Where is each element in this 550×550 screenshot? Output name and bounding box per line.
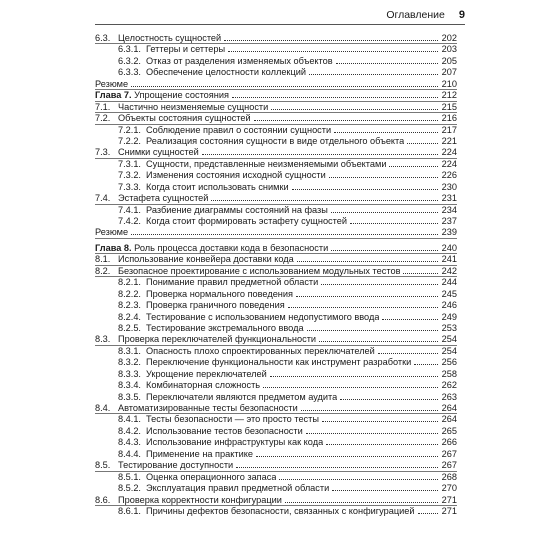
table-of-contents <box>95 33 457 517</box>
toc-entry-number: 8.3.3. <box>118 368 141 379</box>
toc-entry-title-text: Реализация состояния сущности в виде отдельного объекта <box>146 135 405 146</box>
dot-leader <box>378 353 438 354</box>
toc-entry[interactable] <box>95 102 457 113</box>
dot-leader <box>319 341 438 342</box>
toc-entry-number: 6.3. <box>95 33 111 43</box>
toc-entry-title-text: Резюме <box>95 227 129 238</box>
toc-entry[interactable] <box>95 472 457 483</box>
toc-entry[interactable] <box>95 426 457 437</box>
toc-entry[interactable] <box>95 182 457 193</box>
toc-entry[interactable] <box>95 79 457 90</box>
toc-entry-title-text: Когда стоит использовать снимки <box>146 181 289 192</box>
toc-entry-page: 254 <box>441 334 457 345</box>
toc-entry-page: 245 <box>441 288 457 299</box>
toc-entry-title-text: Объекты состояния сущностей <box>118 113 251 124</box>
toc-entry-number: 8.3. <box>95 334 111 345</box>
toc-entry[interactable] <box>95 403 457 414</box>
toc-entry-title-text: Проверка граничного поведения <box>146 300 285 311</box>
toc-entry-number: 8.4.3. <box>118 437 141 448</box>
toc-entry-title <box>118 33 221 44</box>
toc-entry-number: 8.3.2. <box>118 357 141 368</box>
toc-entry[interactable] <box>95 216 457 227</box>
dot-leader <box>296 296 438 297</box>
toc-entry-number: 7.2.1. <box>118 124 141 135</box>
toc-entry[interactable] <box>95 392 457 403</box>
toc-entry-number: 8.3.1. <box>118 345 141 356</box>
toc-entry[interactable] <box>95 205 457 216</box>
dot-leader <box>332 490 438 491</box>
toc-entry-title <box>146 170 326 181</box>
toc-entry-title <box>146 346 375 357</box>
toc-entry-page: 221 <box>441 135 457 146</box>
toc-entry[interactable] <box>95 227 457 238</box>
toc-entry-title-text: Частично неизменяемые сущности <box>118 101 269 112</box>
dot-leader <box>403 273 438 274</box>
toc-entry-page: 242 <box>441 265 457 276</box>
toc-entry-title-text: Резюме <box>95 78 129 89</box>
dot-leader <box>263 387 438 388</box>
dot-leader <box>418 513 439 514</box>
toc-entry-title <box>146 380 260 391</box>
toc-entry-title <box>146 414 319 425</box>
dot-leader <box>382 319 438 320</box>
toc-entry-page: 215 <box>441 101 457 112</box>
toc-entry-number: 7.4. <box>95 193 111 204</box>
toc-entry[interactable] <box>95 323 457 334</box>
toc-entry-number: 8.3.5. <box>118 391 141 402</box>
toc-entry-title <box>146 44 225 55</box>
toc-entry-title-text: Целостность сущностей <box>118 33 222 43</box>
toc-entry-title-text: Разбиение диаграммы состояний на фазы <box>146 204 328 215</box>
toc-entry-page: 271 <box>441 494 457 505</box>
toc-entry-title-text: Эксплуатация правил предметной области <box>146 483 330 494</box>
dot-leader <box>389 166 438 167</box>
toc-entry-page: 240 <box>441 242 457 253</box>
toc-entry[interactable] <box>95 243 457 254</box>
toc-entry-title-text: Соблюдение правил о состоянии сущности <box>146 124 332 135</box>
toc-entry-title <box>146 277 318 288</box>
toc-entry-title <box>146 506 415 517</box>
toc-entry[interactable] <box>95 460 457 471</box>
toc-entry-title-text: Комбинаторная сложность <box>146 380 261 391</box>
toc-entry-title <box>118 113 251 124</box>
toc-entry-page: 202 <box>441 33 457 43</box>
dot-leader <box>414 364 438 365</box>
toc-entry[interactable] <box>95 380 457 391</box>
toc-entry-title <box>118 460 233 471</box>
toc-entry-title-text: Тестирование экстремального ввода <box>146 322 304 333</box>
toc-entry[interactable] <box>95 136 457 147</box>
toc-entry-title <box>146 323 304 334</box>
toc-entry-number: 8.1. <box>95 254 111 265</box>
toc-entry-page: 256 <box>441 357 457 368</box>
toc-entry-page: 230 <box>441 181 457 192</box>
toc-entry-title-text: Использование конвейера доставки кода <box>118 254 294 265</box>
dot-leader <box>224 40 438 41</box>
toc-entry-number: 8.4.1. <box>118 414 141 425</box>
toc-entry-title <box>118 147 199 158</box>
toc-entry-page: 268 <box>441 471 457 482</box>
toc-entry-title-text: Обеспечение целостности коллекций <box>146 67 306 78</box>
dot-leader <box>322 421 438 422</box>
toc-entry-title-text: Снимки сущностей <box>118 147 199 158</box>
toc-entry-title <box>118 495 282 506</box>
toc-entry[interactable] <box>95 170 457 181</box>
toc-entry[interactable] <box>95 44 457 55</box>
dot-leader <box>309 74 438 75</box>
toc-entry-number: 7.4.1. <box>118 204 141 215</box>
toc-entry[interactable] <box>95 56 457 67</box>
toc-entry-number: 7.2. <box>95 113 111 124</box>
toc-entry-title <box>146 136 404 147</box>
toc-entry-number: 8.2. <box>95 265 111 276</box>
toc-entry-title <box>146 472 276 483</box>
toc-entry-number: 8.4. <box>95 403 111 413</box>
toc-entry-number: 7.3.1. <box>118 158 141 169</box>
toc-entry-title-text: Безопасное проектирование с использованием модульных тестов <box>118 265 401 276</box>
toc-entry-title <box>146 426 303 437</box>
toc-entry-title-text: Упрощение состояния <box>134 90 229 101</box>
toc-entry-number: 8.5.2. <box>118 483 141 494</box>
toc-entry-title <box>95 90 229 101</box>
toc-entry-page: 239 <box>441 227 457 238</box>
page-number: 9 <box>458 9 465 21</box>
toc-entry[interactable] <box>95 495 457 506</box>
toc-entry-number: 8.2.4. <box>118 311 141 322</box>
toc-entry[interactable] <box>95 369 457 380</box>
toc-entry-number: 7.1. <box>95 101 111 112</box>
dot-leader <box>306 433 438 434</box>
dot-leader <box>331 212 438 213</box>
toc-entry-title <box>118 102 268 113</box>
header-title: Оглавление <box>386 9 445 21</box>
dot-leader <box>340 399 438 400</box>
dot-leader <box>288 307 438 308</box>
toc-entry-title <box>146 56 333 67</box>
toc-entry-number: 8.2.3. <box>118 300 141 311</box>
toc-entry-title <box>146 369 267 380</box>
toc-entry-number: 7.4.2. <box>118 216 141 226</box>
toc-entry-title <box>146 216 347 227</box>
toc-entry[interactable] <box>95 506 457 517</box>
toc-entry[interactable] <box>95 357 457 368</box>
toc-entry-number: 8.5. <box>95 460 111 471</box>
dot-leader <box>307 330 438 331</box>
chapter-label: Глава 8. <box>95 242 132 253</box>
dot-leader <box>285 502 438 503</box>
dot-leader <box>271 109 438 110</box>
toc-entry[interactable] <box>95 437 457 448</box>
toc-entry-title-text: Опасность плохо спроектированных переключателей <box>146 345 375 356</box>
toc-entry[interactable] <box>95 159 457 170</box>
toc-entry[interactable] <box>95 312 457 323</box>
running-header <box>95 6 465 25</box>
toc-entry-title <box>146 312 379 323</box>
toc-entry-title <box>95 243 328 254</box>
toc-entry-title-text: Роль процесса доставки кода в безопасности <box>134 242 329 253</box>
dot-leader <box>228 51 438 52</box>
toc-entry-number: 7.3.2. <box>118 170 141 181</box>
toc-entry-page: 262 <box>441 380 457 391</box>
toc-entry-page: 271 <box>441 505 457 516</box>
toc-entry-title <box>146 159 386 170</box>
toc-entry-title-text: Эстафета сущностей <box>118 193 209 204</box>
toc-entry-page: 267 <box>441 460 457 471</box>
toc-entry[interactable] <box>95 90 457 101</box>
toc-entry[interactable] <box>95 113 457 124</box>
toc-entry-page: 205 <box>441 55 457 66</box>
toc-entry[interactable] <box>95 449 457 460</box>
toc-entry-number: 8.2.5. <box>118 322 141 333</box>
toc-entry-page: 226 <box>441 170 457 181</box>
toc-entry-page: 266 <box>441 437 457 448</box>
toc-entry-title-text: Переключатели являются предметом аудита <box>146 391 338 402</box>
toc-entry-title-text: Сущности, представленные неизменяемыми объектами <box>146 158 387 169</box>
dot-leader <box>211 200 438 201</box>
toc-entry[interactable] <box>95 300 457 311</box>
toc-entry-number: 8.3.4. <box>118 380 141 391</box>
toc-entry-number: 7.3.3. <box>118 181 141 192</box>
toc-entry-title <box>146 125 331 136</box>
toc-entry-title <box>146 205 328 216</box>
dot-leader <box>350 223 438 224</box>
toc-entry-title <box>146 67 306 78</box>
toc-entry-number: 8.4.2. <box>118 425 141 436</box>
toc-entry-page: 253 <box>441 322 457 333</box>
toc-entry[interactable] <box>95 483 457 494</box>
toc-entry-title <box>118 403 298 414</box>
toc-entry[interactable] <box>95 147 457 158</box>
toc-entry-page: 217 <box>441 124 457 135</box>
toc-entry-page: 270 <box>441 483 457 494</box>
toc-entry-page: 224 <box>441 158 457 169</box>
toc-entry-number: 8.5.1. <box>118 471 141 482</box>
toc-entry-title <box>95 227 128 238</box>
dot-leader <box>202 154 438 155</box>
toc-entry-page: 210 <box>441 78 457 89</box>
toc-entry-number: 8.2.2. <box>118 288 141 299</box>
toc-entry-page: 254 <box>441 345 457 356</box>
toc-entry-page: 224 <box>441 147 457 158</box>
toc-entry-page: 244 <box>441 277 457 288</box>
toc-entry-title-text: Когда стоит формировать эстафету сущностей <box>146 216 347 226</box>
toc-entry-number: 6.3.3. <box>118 67 141 78</box>
toc-entry-page: 234 <box>441 204 457 215</box>
toc-entry-page: 258 <box>441 368 457 379</box>
toc-entry-title <box>118 254 294 265</box>
toc-entry-page: 237 <box>441 216 457 226</box>
dot-leader <box>326 444 438 445</box>
dot-leader <box>301 410 438 411</box>
toc-entry-page: 264 <box>441 403 457 413</box>
toc-entry-title-text: Тестирование с использованием недопустимого ввода <box>146 311 380 322</box>
dot-leader <box>256 456 438 457</box>
toc-entry-title-text: Проверка корректности конфигурации <box>118 494 282 505</box>
toc-entry-title <box>146 392 337 403</box>
toc-entry-page: 249 <box>441 311 457 322</box>
toc-entry-page: 203 <box>441 44 457 55</box>
toc-entry-title-text: Укрощение переключателей <box>146 368 267 379</box>
toc-entry-title <box>146 357 411 368</box>
toc-entry[interactable] <box>95 334 457 345</box>
toc-entry-page: 265 <box>441 425 457 436</box>
toc-entry[interactable] <box>95 67 457 78</box>
toc-entry[interactable] <box>95 414 457 425</box>
toc-entry-title <box>118 334 316 345</box>
dot-leader <box>407 143 438 144</box>
toc-entry-title-text: Применение на практике <box>146 448 253 459</box>
toc-entry-number: 8.2.1. <box>118 277 141 288</box>
dot-leader <box>336 63 438 64</box>
dot-leader <box>236 467 438 468</box>
toc-entry[interactable] <box>95 289 457 300</box>
toc-entry-title-text: Проверка переключателей функциональности <box>118 334 317 345</box>
toc-entry-title-text: Оценка операционного запаса <box>146 471 277 482</box>
toc-entry-title-text: Геттеры и сеттеры <box>146 44 226 55</box>
toc-entry-title <box>118 193 208 204</box>
toc-entry-title <box>146 437 323 448</box>
toc-entry-page: 246 <box>441 300 457 311</box>
toc-entry-title-text: Использование инфраструктуры как кода <box>146 437 324 448</box>
toc-entry-page: 212 <box>441 90 457 101</box>
toc-entry-number: 7.3. <box>95 147 111 158</box>
toc-entry-title-text: Отказ от разделения изменяемых объектов <box>146 55 333 66</box>
toc-entry-page: 267 <box>441 448 457 459</box>
toc-entry-title <box>146 449 253 460</box>
toc-entry-title-text: Понимание правил предметной области <box>146 277 319 288</box>
toc-entry-title-text: Автоматизированные тесты безопасности <box>118 403 298 413</box>
dot-leader <box>297 261 438 262</box>
chapter-label: Глава 7. <box>95 90 132 101</box>
dot-leader <box>254 120 438 121</box>
toc-entry-page: 207 <box>441 67 457 78</box>
dot-leader <box>292 189 438 190</box>
toc-entry[interactable] <box>95 125 457 136</box>
dot-leader <box>329 177 438 178</box>
toc-entry-title <box>146 182 289 193</box>
toc-entry-number: 6.3.1. <box>118 44 141 55</box>
dot-leader <box>131 86 438 87</box>
toc-entry[interactable] <box>95 277 457 288</box>
toc-entry-title-text: Использование тестов безопасности <box>146 425 303 436</box>
toc-entry[interactable] <box>95 33 457 44</box>
toc-entry-title-text: Тесты безопасности — это просто тесты <box>146 414 319 425</box>
toc-entry[interactable] <box>95 193 457 204</box>
toc-entry-title <box>146 483 329 494</box>
toc-entry-number: 6.3.2. <box>118 55 141 66</box>
toc-entry-page: 263 <box>441 391 457 402</box>
toc-entry-title <box>146 300 285 311</box>
toc-entry-page: 231 <box>441 193 457 204</box>
dot-leader <box>279 479 438 480</box>
toc-entry[interactable] <box>95 254 457 265</box>
toc-entry-page: 241 <box>441 254 457 265</box>
toc-entry[interactable] <box>95 346 457 357</box>
dot-leader <box>270 376 438 377</box>
toc-entry-number: 8.6.1. <box>118 505 141 516</box>
toc-entry-title <box>95 79 128 90</box>
toc-entry-title-text: Тестирование доступности <box>118 460 234 471</box>
toc-entry-title <box>146 289 293 300</box>
toc-entry-title-text: Изменения состояния исходной сущности <box>146 170 326 181</box>
dot-leader <box>321 284 438 285</box>
dot-leader <box>331 250 438 251</box>
dot-leader <box>232 97 438 98</box>
toc-entry-page: 264 <box>441 414 457 425</box>
toc-entry-title-text: Причины дефектов безопасности, связанных с конфигурацией <box>146 505 415 516</box>
toc-entry-title-text: Проверка нормального поведения <box>146 288 293 299</box>
dot-leader <box>334 132 438 133</box>
toc-entry-number: 7.2.2. <box>118 135 141 146</box>
toc-entry[interactable] <box>95 266 457 277</box>
toc-entry-title <box>118 266 400 277</box>
toc-entry-title-text: Переключение функциональности как инструмент разработки <box>146 357 412 368</box>
toc-entry-number: 8.4.4. <box>118 448 141 459</box>
toc-entry-page: 216 <box>441 113 457 124</box>
toc-entry-number: 8.6. <box>95 494 111 505</box>
dot-leader <box>131 234 438 235</box>
